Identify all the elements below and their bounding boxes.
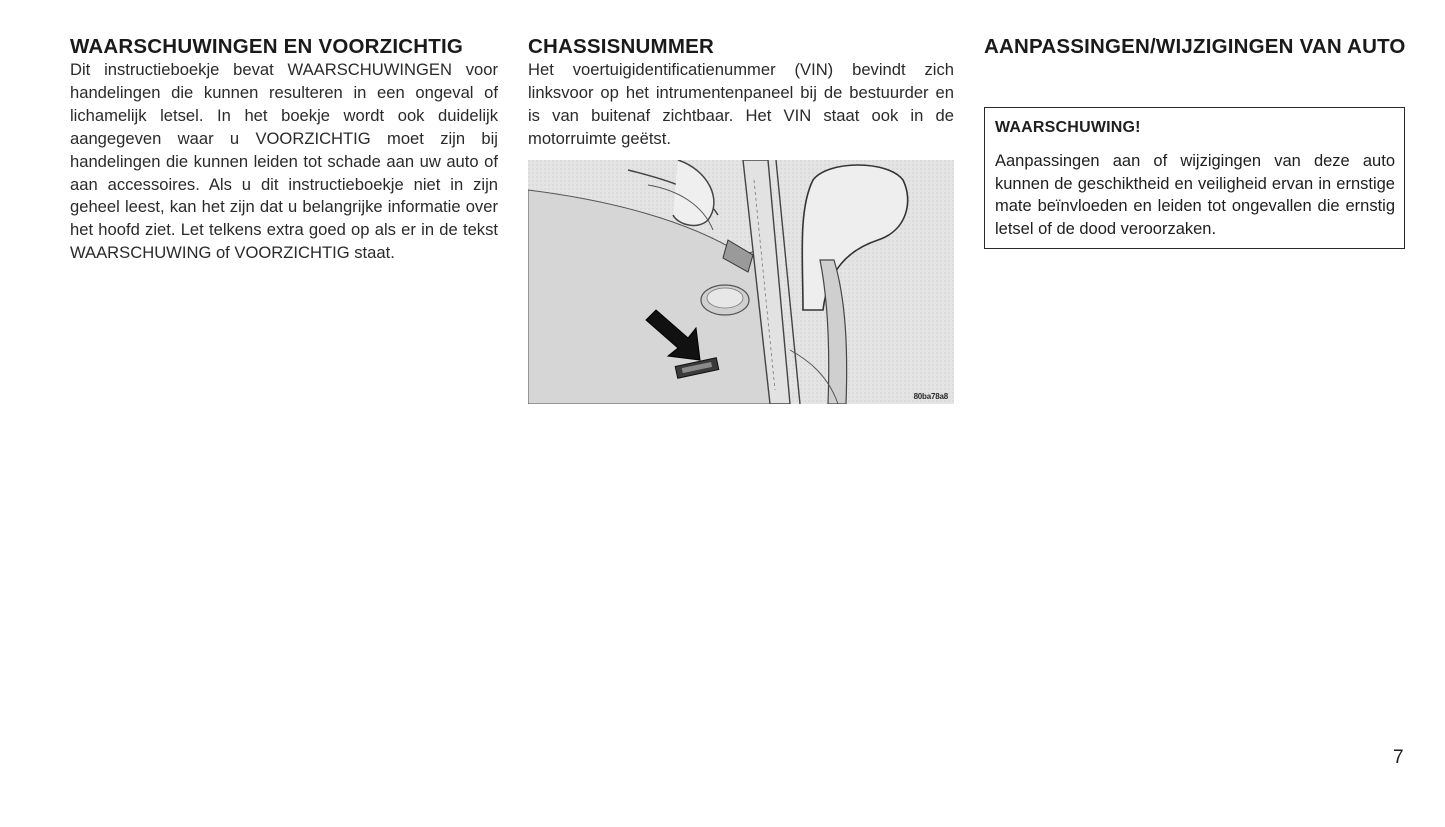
warning-box	[984, 107, 1405, 249]
warning-title: WAARSCHUWING!	[995, 119, 1141, 136]
section-heading: CHASSISNUMMER	[528, 35, 714, 58]
vin-location-illustration	[528, 160, 954, 404]
section-modifications	[984, 34, 1408, 59]
dashboard-drawing	[528, 160, 954, 404]
section-chassis-number	[528, 34, 954, 151]
page-number: 7	[1393, 747, 1404, 768]
section-heading: AANPASSINGEN/WIJZIGINGEN VAN AUTO	[984, 35, 1406, 58]
section-body: Dit instructieboekje bevat WAARSCHUWINGEN voor handelingen die kunnen resulteren in een ongeval of lichamelijk letsel. In het boekje wordt ook duidelijk aangegeven waar u VOORZICHTIG moet zijn bij handelingen die kunnen leiden tot schade aan uw auto of aan accessoires. Als u dit instructieboekje niet in zijn geheel leest, kan het zijn dat u belangrijke informatie over het hoofd ziet. Let telkens extra goed op als er in de tekst WAARSCHUWING of VOORZICHTIG staat.	[70, 60, 498, 263]
section-warnings-cautions	[70, 34, 498, 265]
figure-code: 80ba78a8	[913, 392, 948, 401]
section-body: Het voertuigidentificatienummer (VIN) bevindt zich linksvoor op het intrumentenpaneel bij de bestuurder en is van buitenaf zichtbaar. Het VIN staat ook in de motorruimte geëtst.	[528, 60, 954, 148]
section-heading: WAARSCHUWINGEN EN VOORZICHTIG	[70, 35, 464, 58]
warning-text: Aanpassingen aan of wijzigingen van deze auto kunnen de geschiktheid en veiligheid ervan in ernstige mate beïnvloeden en leiden tot ongevallen die ernstig letsel of de dood veroorzaken.	[995, 152, 1395, 239]
